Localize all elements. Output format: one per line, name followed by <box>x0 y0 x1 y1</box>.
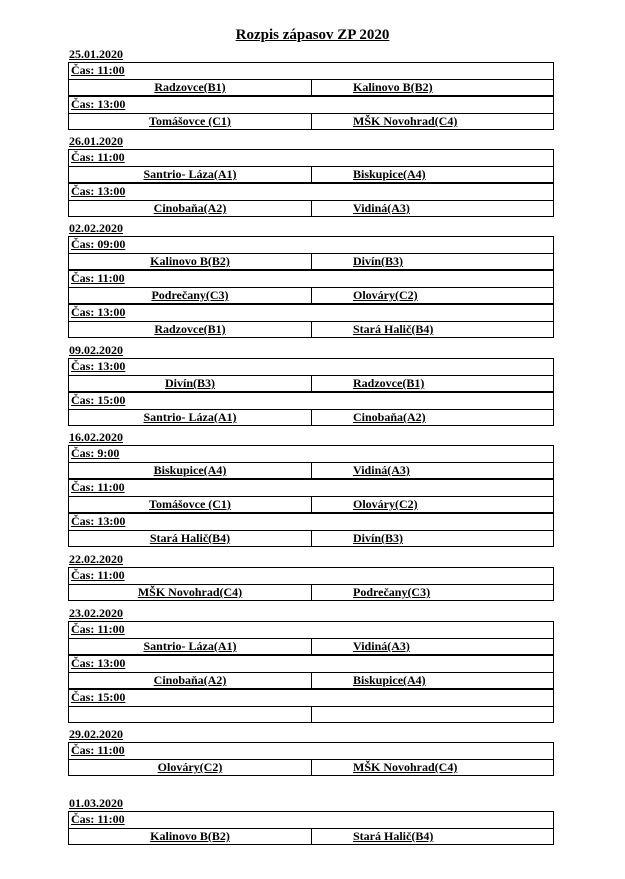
away-team: Radzovce(B1) <box>353 376 425 390</box>
home-team: Radzovce(B1) <box>154 80 226 94</box>
away-team-cell <box>312 167 553 182</box>
away-team: Vidiná(A3) <box>353 639 410 653</box>
match-row <box>68 409 554 426</box>
home-team-cell <box>69 585 312 600</box>
time-row <box>68 655 554 672</box>
match-time: Čas: 13:00 <box>71 514 126 528</box>
home-team-cell <box>69 497 312 512</box>
home-team: Radzovce(B1) <box>154 322 226 336</box>
home-team: Tomášovce (C1) <box>149 114 231 128</box>
away-team-cell <box>312 497 553 512</box>
away-team-cell <box>312 531 553 546</box>
match-time: Čas: 13:00 <box>71 184 126 198</box>
home-team: Divín(B3) <box>164 376 215 390</box>
home-team-cell <box>69 288 312 303</box>
match-time: Čas: 11:00 <box>71 622 125 636</box>
match-row <box>68 828 554 845</box>
home-team-cell <box>69 463 312 478</box>
match-time: Čas: 11:00 <box>71 63 125 77</box>
time-row <box>68 236 554 253</box>
schedule-date: 09.02.2020 <box>69 343 123 357</box>
time-row <box>68 479 554 496</box>
home-team-cell <box>69 201 312 216</box>
time-row <box>68 304 554 321</box>
schedule-date: 01.03.2020 <box>69 796 123 810</box>
match-time: Čas: 15:00 <box>71 393 126 407</box>
away-team: Kalinovo B(B2) <box>353 80 433 94</box>
time-row <box>68 183 554 200</box>
home-team-cell <box>69 167 312 182</box>
away-team: Divín(B3) <box>353 531 404 545</box>
match-time: Čas: 13:00 <box>71 656 126 670</box>
match-row <box>68 496 554 513</box>
away-team: Divín(B3) <box>353 254 404 268</box>
away-team: Stará Halič(B4) <box>353 829 434 843</box>
home-team-cell <box>69 531 312 546</box>
away-team: Vidiná(A3) <box>353 463 410 477</box>
away-team: Biskupice(A4) <box>353 167 426 181</box>
home-team: Kalinovo B(B2) <box>150 829 230 843</box>
away-team-cell <box>312 410 553 425</box>
away-team: Olováry(C2) <box>353 497 418 511</box>
away-team: Olováry(C2) <box>353 288 418 302</box>
away-team-cell <box>312 673 553 688</box>
home-team: Cinobaňa(A2) <box>153 201 227 215</box>
match-time: Čas: 11:00 <box>71 812 125 826</box>
home-team: MŠK Novohrad(C4) <box>137 585 243 599</box>
away-team-cell <box>312 376 553 391</box>
home-team-cell <box>69 322 312 337</box>
away-team: Stará Halič(B4) <box>353 322 434 336</box>
home-team-cell <box>69 639 312 654</box>
home-team-cell <box>69 673 312 688</box>
match-time: Čas: 11:00 <box>71 150 125 164</box>
away-team-cell <box>312 829 553 844</box>
match-row <box>68 759 554 776</box>
away-team-cell <box>312 322 553 337</box>
away-team-cell <box>312 201 553 216</box>
schedule-date: 16.02.2020 <box>69 430 123 444</box>
home-team-cell <box>69 410 312 425</box>
time-row <box>68 270 554 287</box>
home-team: Tomášovce (C1) <box>149 497 231 511</box>
time-row <box>68 742 554 759</box>
match-time: Čas: 11:00 <box>71 480 125 494</box>
time-row <box>68 811 554 828</box>
time-row <box>68 96 554 113</box>
home-team-cell <box>69 114 312 129</box>
time-row <box>68 513 554 530</box>
match-row <box>68 253 554 270</box>
match-time: Čas: 9:00 <box>71 446 120 460</box>
match-time: Čas: 13:00 <box>71 97 126 111</box>
match-time: Čas: 13:00 <box>71 305 126 319</box>
away-team: Podrečany(C3) <box>353 585 431 599</box>
match-time: Čas: 13:00 <box>71 359 126 373</box>
match-row <box>68 200 554 217</box>
schedule-date: 22.02.2020 <box>69 552 123 566</box>
home-team: Santrio- Láza(A1) <box>143 167 237 181</box>
time-row <box>68 62 554 79</box>
match-row <box>68 584 554 601</box>
match-row <box>68 672 554 689</box>
match-row <box>68 638 554 655</box>
home-team: Podrečany(C3) <box>151 288 229 302</box>
away-team: MŠK Novohrad(C4) <box>353 114 458 128</box>
time-row <box>68 358 554 375</box>
home-team-cell <box>69 376 312 391</box>
schedule-date: 23.02.2020 <box>69 606 123 620</box>
away-team-cell <box>312 585 553 600</box>
time-row <box>68 689 554 706</box>
away-team-cell <box>312 254 553 269</box>
away-team-cell <box>312 707 553 722</box>
time-row <box>68 621 554 638</box>
away-team: Biskupice(A4) <box>353 673 426 687</box>
match-row <box>68 462 554 479</box>
home-team-cell <box>69 760 312 775</box>
match-time: Čas: 15:00 <box>71 690 126 704</box>
schedule-date: 29.02.2020 <box>69 727 123 741</box>
home-team: Santrio- Láza(A1) <box>143 410 237 424</box>
time-row <box>68 567 554 584</box>
schedule-date: 02.02.2020 <box>69 221 123 235</box>
match-row <box>68 375 554 392</box>
match-time: Čas: 11:00 <box>71 568 125 582</box>
home-team: Olováry(C2) <box>157 760 223 774</box>
time-row <box>68 392 554 409</box>
home-team-cell <box>69 80 312 95</box>
away-team-cell <box>312 760 553 775</box>
home-team-cell <box>69 707 312 722</box>
match-row <box>68 706 554 723</box>
home-team-cell <box>69 254 312 269</box>
away-team-cell <box>312 114 553 129</box>
schedule-date: 25.01.2020 <box>69 47 123 61</box>
time-row <box>68 149 554 166</box>
match-row <box>68 166 554 183</box>
home-team: Cinobaňa(A2) <box>153 673 227 687</box>
home-team: Kalinovo B(B2) <box>150 254 230 268</box>
match-row <box>68 287 554 304</box>
home-team: Biskupice(A4) <box>153 463 227 477</box>
match-time: Čas: 09:00 <box>71 237 126 251</box>
away-team: Vidiná(A3) <box>353 201 410 215</box>
match-row <box>68 530 554 547</box>
away-team-cell <box>312 639 553 654</box>
match-time: Čas: 11:00 <box>71 743 125 757</box>
time-row <box>68 445 554 462</box>
match-row <box>68 113 554 130</box>
page-title: Rozpis zápasov ZP 2020 <box>235 27 390 43</box>
match-row <box>68 79 554 96</box>
home-team-cell <box>69 829 312 844</box>
home-team: Stará Halič(B4) <box>149 531 231 545</box>
away-team-cell <box>312 80 553 95</box>
away-team-cell <box>312 288 553 303</box>
schedule-date: 26.01.2020 <box>69 134 123 148</box>
away-team-cell <box>312 463 553 478</box>
away-team: MŠK Novohrad(C4) <box>353 760 458 774</box>
match-time: Čas: 11:00 <box>71 271 125 285</box>
away-team: Cinobaňa(A2) <box>353 410 426 424</box>
home-team: Santrio- Láza(A1) <box>143 639 237 653</box>
match-row <box>68 321 554 338</box>
